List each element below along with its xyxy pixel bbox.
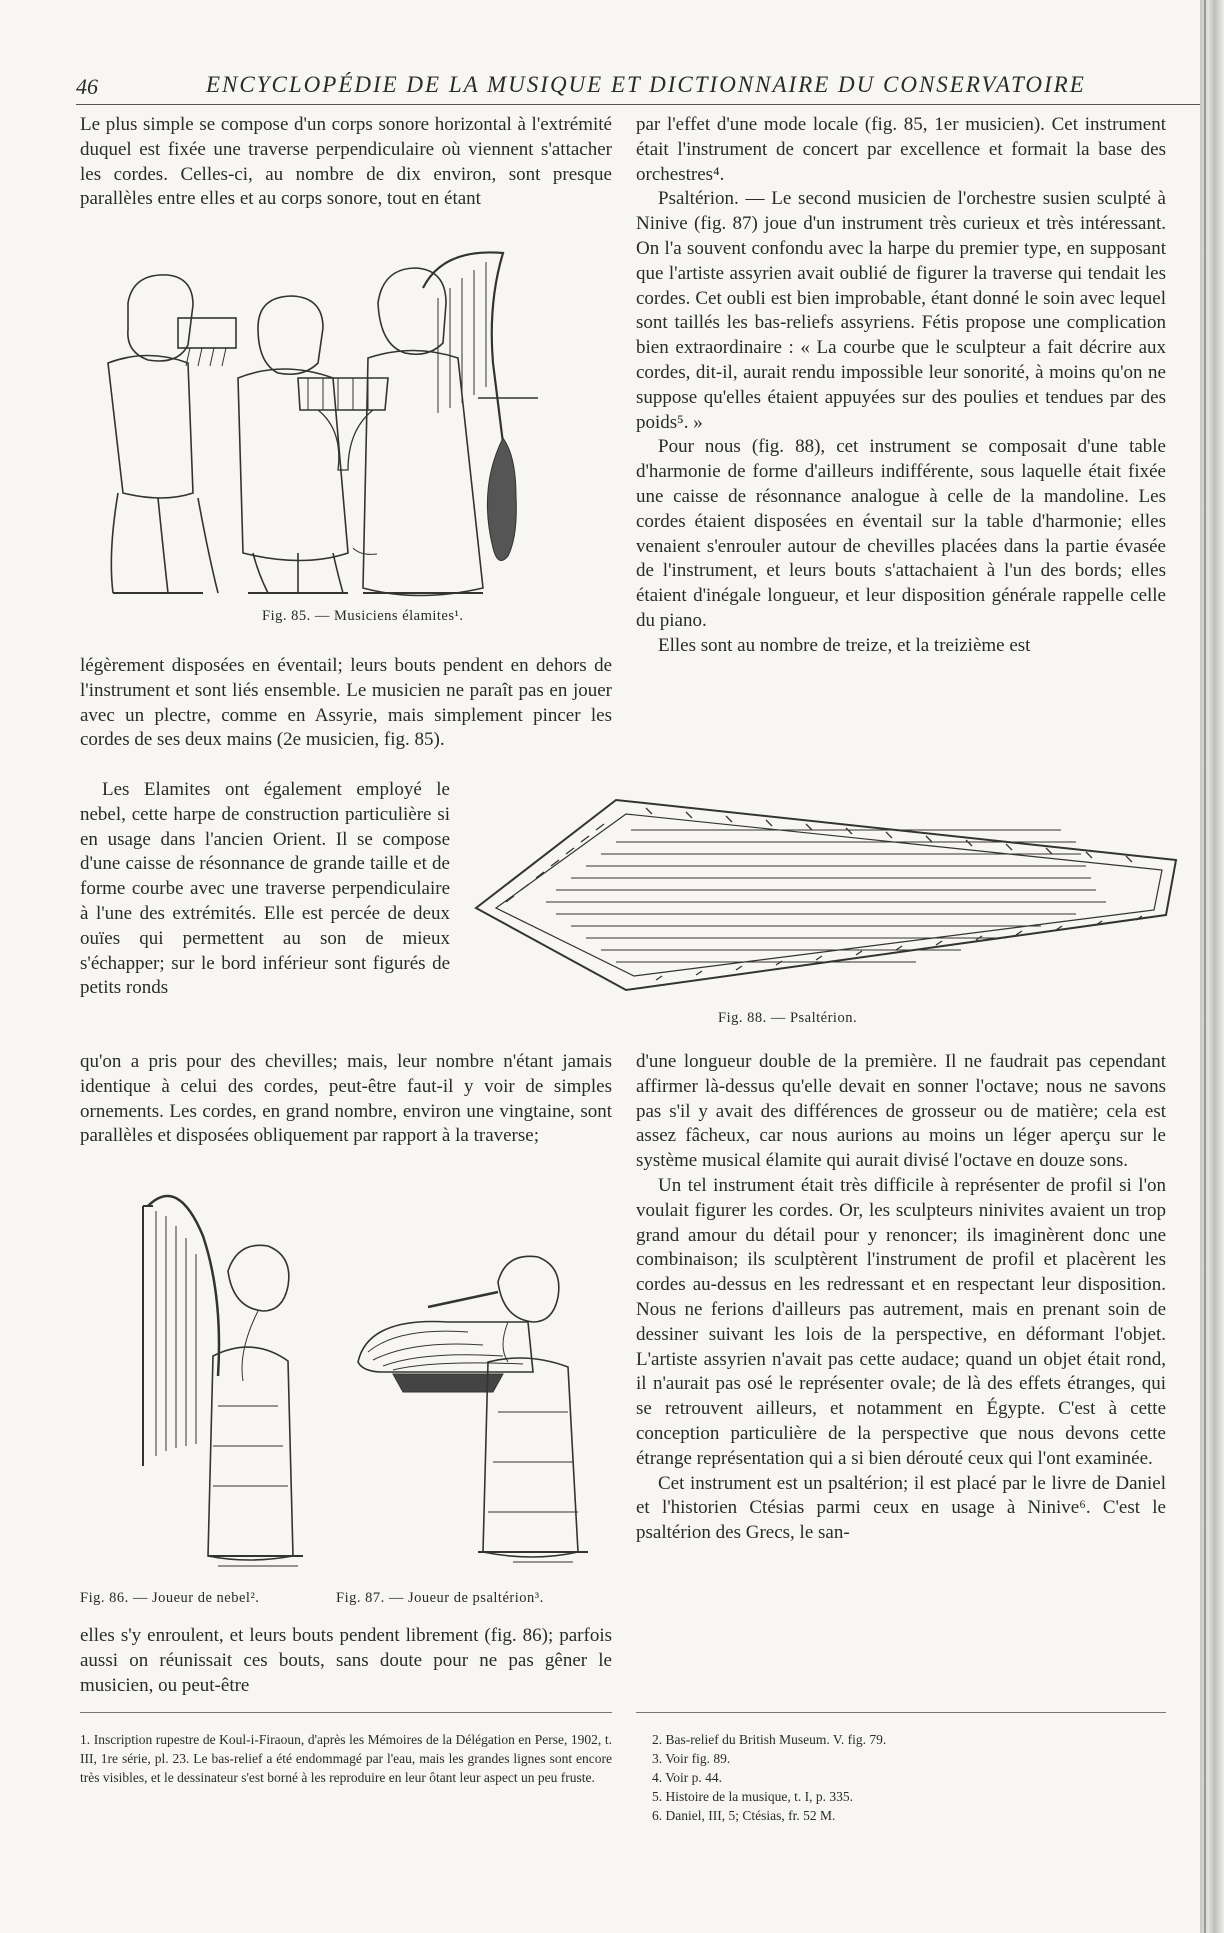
page-number: 46	[76, 74, 98, 99]
figure-88-caption: Fig. 88. — Psaltérion.	[718, 1010, 858, 1026]
left-paragraph-2: légèrement disposées en éventail; leurs bouts pendent en dehors de l'instrument et sont liés ensemble. Le musicien ne paraît pas en jouer avec un plectre, comme en Assyrie, mais simplement pincer les cordes de ses deux mains (2e musicien, fig. 85).	[80, 655, 612, 751]
right-column-top: par l'effet d'une mode locale (fig. 85, 1er musicien). Cet instrument était l'instrument de concert par excellence et formait la base des orchestres⁴. Psaltérion. — Le second musicien de l'orchestre susien sculpté à Ninive (fig. 87) joue d'un instrument très curieux et très intéressant. On l'a souvent confondu avec la harpe du premier type, en supposant que l'artiste assyrien avait oublié de figurer la traverse qui tendait les cordes. Cet oubli est bien improbable, étant donné le soin avec lequel sont taillés les bas-reliefs assyriens. Fétis propose une complication bien extraordinaire : « La courbe que le sculpteur a fait décrire aux cordes, dit-il, aurait rendu impossible leur sonorité, à moins qu'on ne suppose qu'elles étaient appuyées sur des poulies et tendues par des poids⁵. » Pour nous (fig. 88), cet instrument se composait d'une table d'harmonie de forme d'ailleurs indifférente, sous laquelle était fixée une caisse de résonnance analogue à celle de la mandoline. Les cordes étaient disposées en éventail sur la table d'harmonie; elles venaient s'enrouler autour de chevilles placées dans la partie évasée de l'instrument, et leurs bouts s'attachaient à l'un des bords; elles étaient d'inégale longueur, et leur disposition générale rappelle celle du piano. Elles sont au nombre de treize, et la treizième est	[636, 114, 1166, 656]
footnote-2: 2. Bas-relief du British Museum. V. fig. 79.	[652, 1732, 887, 1747]
left-paragraph-1: Le plus simple se compose d'un corps sonore horizontal à l'extrémité duquel est fixée une traverse perpendiculaire où viennent s'attacher les cordes. Celles-ci, au nombre de dix environ, sont presque parallèles entre elles et au corps sonore, tout en étant	[80, 114, 612, 210]
footnote-3: 3. Voir fig. 89.	[652, 1751, 731, 1766]
musician-1	[108, 275, 236, 593]
figure-86-caption: Fig. 86. — Joueur de nebel².	[80, 1590, 260, 1606]
footnotes-left	[80, 1730, 612, 1787]
footnotes-right	[652, 1730, 1166, 1825]
footnote-6: 6. Daniel, III, 5; Ctésias, fr. 52 M.	[652, 1808, 836, 1823]
figure-85-caption: Fig. 85. — Musiciens élamites¹.	[262, 608, 464, 624]
footnote-1: 1. Inscription rupestre de Koul-i-Firaoun, d'après les Mémoires de la Délégation en Perse, 1902, t. III, 1re série, pl. 23. Le bas-relief a été endommagé par l'eau, mais les grandes lignes sont encore très visibles, et le dessinateur s'est borné à les reproduire en leur ôtant leur aspect un peu fruste.	[80, 1732, 612, 1785]
left-paragraph-3: Les Elamites ont également employé le nebel, cette harpe de construction particulière si en usage dans l'ancien Orient. Il se compose d'une caisse de résonnance de grande taille et de forme courbe avec une traverse perpendiculaire à l'une des extrémités. Elle est percée de deux ouïes qui permettent au son de mieux s'échapper; sur le bord inférieur sont figurés de petits ronds	[80, 779, 450, 999]
figure-88-psalterion	[466, 790, 1196, 1002]
figure-85-elamite-musicians	[78, 248, 618, 600]
right-column-bottom: d'une longueur double de la première. Il ne faudrait pas cependant affirmer là-dessus qu'elle devait en sonner l'octave; nous ne savons pas s'il y avait des différences de grosseur ou de matière; cela est assez fâcheux, car nous aurions au moins un léger aperçu sur le système musical élamite qui aurait divisé l'octave en douze sons. Un tel instrument était très difficile à représenter de profil si l'on voulait figurer les cordes. Or, les sculpteurs ninivites avaient un trop grand amour du détail pour y renoncer; ils imaginèrent donc une combinaison; ils sculptèrent l'instrument de profil et placèrent les cordes au-dessus en les redressant et en respectant leur disposition. Nous ne ferions d'ailleurs pas autrement, mais en prenant soin de dessiner suivant les lois de la perspective, en déformant l'objet. L'artiste assyrien n'avait pas cette audace; quand un objet était rond, il n'aurait pas osé le représenter ovale; de là des effets étranges, qui se retrouvent ailleurs, et notamment en Égypte. C'est à cette conception particulière de la perspective que nous devons cette étrange représentation qui a si bien dérouté ceux qui l'ont examinée. Cet instrument est un psaltérion; il est placé par le livre de Daniel et l'historien Ctésias parmi ceux en usage à Ninive⁶. C'est le psaltérion des Grecs, le san-	[636, 1051, 1166, 1544]
running-title: ENCYCLOPÉDIE DE LA MUSIQUE ET DICTIONNAIRE DU CONSERVATOIRE	[206, 72, 1086, 97]
musician-3	[363, 252, 538, 595]
header-rule	[76, 104, 1200, 105]
footnote-5: 5. Histoire de la musique, t. I, p. 335.	[652, 1789, 853, 1804]
footnote-rule-right	[636, 1712, 1166, 1713]
page-header	[76, 72, 1200, 106]
figure-86-nebel-player	[118, 1186, 308, 1586]
figure-87-caption: Fig. 87. — Joueur de psaltérion³.	[336, 1590, 544, 1606]
footnote-4: 4. Voir p. 44.	[652, 1770, 723, 1785]
book-edge-line	[1204, 0, 1206, 1933]
footnote-rule-left	[80, 1712, 612, 1713]
figure-87-psalterion-player	[348, 1252, 618, 1582]
left-paragraph-5: elles s'y enroulent, et leurs bouts pendent librement (fig. 86); parfois aussi on réunissait ces bouts, sans doute pour ne pas gêner le musicien, ou peut-être	[80, 1625, 612, 1696]
left-paragraph-4: qu'on a pris pour des chevilles; mais, leur nombre n'étant jamais identique à celui des cordes, peut-être faut-il y voir de simples ornements. Les cordes, en grand nombre, environ une vingtaine, sont parallèles et disposées obliquement par rapport à la traverse;	[80, 1051, 612, 1147]
